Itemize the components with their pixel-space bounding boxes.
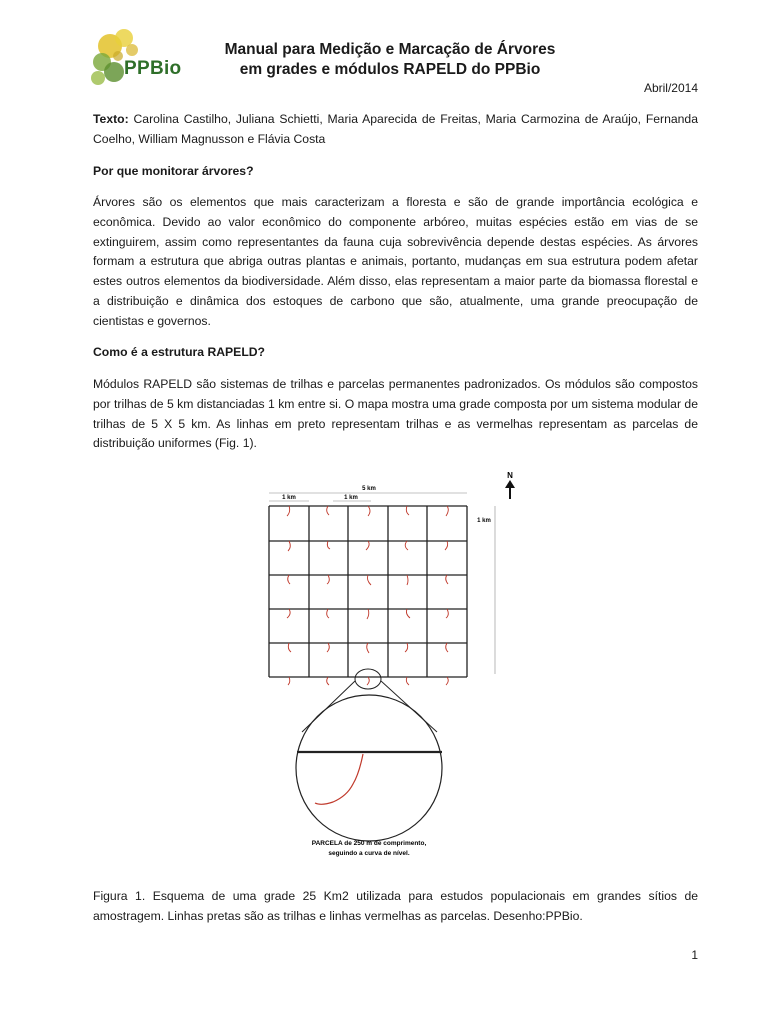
authors-names: Carolina Castilho, Juliana Schietti, Maria Aparecida de Freitas, Maria Carmozina de Araújo, Fernanda Coelho, William Magnusson e Flávia Costa — [93, 112, 698, 146]
zoom-plot — [315, 754, 363, 804]
document-title — [190, 40, 590, 80]
north-label: N — [507, 471, 513, 480]
page-number: 1 — [691, 948, 698, 962]
scale-side-label: 1 km — [477, 518, 491, 524]
scale-1km-label-2: 1 km — [344, 495, 358, 501]
figure-caption: Figura 1. Esquema de uma grade 25 Km2 utilizada para estudos populacionais em grandes sítios de amostragem. Linhas pretas são as trilhas e linhas vermelhas as parcelas. Desenho:PPBio. — [93, 889, 698, 923]
title-line-1: Manual para Medição e Marcação de Árvores — [224, 41, 556, 58]
zoom-caption-line-1: PARCELA de 250 m de comprimento, — [311, 840, 427, 847]
section2-heading: Como é a estrutura RAPELD? — [93, 345, 266, 359]
scale-total-label: 5 km — [362, 486, 376, 492]
north-arrowhead-icon — [505, 480, 515, 488]
plot-lines — [287, 506, 448, 685]
authors-label: Texto: — [93, 112, 129, 126]
title-line-2: em grades e módulos RAPELD do PPBio — [239, 61, 541, 78]
section2-body: Módulos RAPELD são sistemas de trilhas e parcelas permanentes padronizados. Os módulos são compostos por trilhas de 5 km distanciadas 1 km entre si. O mapa mostra uma grade composta por um sistema modular de trilhas de 5 X 5 km. As linhas em preto representam trilhas e as vermelhas representam as parcelas de distribuição uniformes (Fig. 1). — [93, 377, 698, 451]
zoom-caption-line-2: seguindo a curva de nível. — [328, 850, 410, 857]
section1-heading: Por que monitorar árvores? — [93, 164, 254, 178]
authors-paragraph — [93, 110, 698, 150]
rapeld-grid-figure — [255, 462, 520, 872]
document-date: Abril/2014 — [643, 81, 698, 95]
zoom-marker — [355, 669, 381, 689]
logo-text: PPBio — [124, 58, 182, 79]
section1-body: Árvores são os elementos que mais caracterizam a floresta e são de grande importância ecológica e econômica. Devido ao valor econômico do componente arbóreo, muitas espécies estão em vias de se extinguirem, assim como representantes da fauna cuja sobrevivência depende destas espécies. As árvores formam a estrutura que abriga outras plantas e animais, portanto, mudanças em sua estrutura podem afetar estes outros elementos da biodiversidade. Além disso, elas representam a maior parte da biomassa florestal e a distribuição e dinâmica dos estoques de carbono que são, atualmente, uma grande preocupação de cientistas e governos. — [93, 195, 698, 328]
scale-1km-label-1: 1 km — [282, 495, 296, 501]
